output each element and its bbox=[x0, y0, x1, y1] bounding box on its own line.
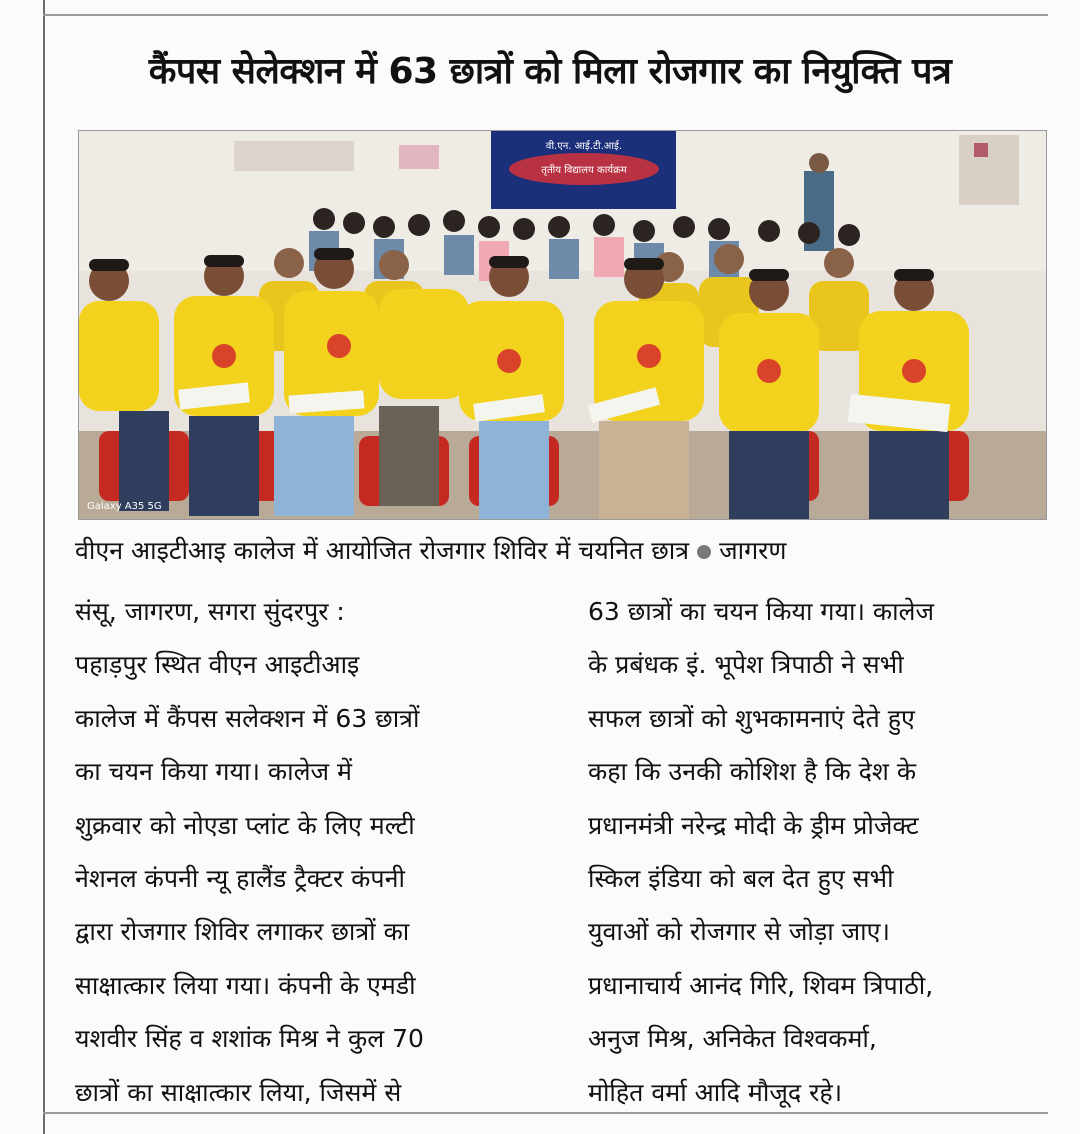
banner-line-1: वी.एन. आई.टी.आई. bbox=[545, 141, 623, 152]
body-line: सफल छात्रों को शुभकामनाएं देते हुए bbox=[588, 703, 915, 733]
photo-caption bbox=[75, 530, 1050, 572]
body-line: 63 छात्रों का चयन किया गया। कालेज bbox=[588, 597, 935, 626]
body-line: प्रधानमंत्री नरेन्द्र मोदी के ड्रीम प्रोजेक्ट bbox=[588, 810, 919, 840]
body-line: अनुज मिश्र, अनिकेत विश्वकर्मा, bbox=[588, 1024, 877, 1054]
article-body-left-column bbox=[75, 585, 535, 1119]
photo-classroom-students bbox=[79, 131, 1046, 519]
body-line: यशवीर सिंह व शशांक मिश्र ने कुल 70 bbox=[75, 1024, 424, 1054]
headline: कैंपस सेलेक्शन में 63 छात्रों को मिला रोजगार का नियुक्ति पत्र bbox=[148, 51, 952, 92]
body-line: प्रधानाचार्य आनंद गिरि, शिवम त्रिपाठी, bbox=[588, 970, 934, 1000]
body-line: शुक्रवार को नोएडा प्लांट के लिए मल्टी bbox=[75, 810, 415, 840]
body-line: मोहित वर्मा आदि मौजूद रहे। bbox=[588, 1077, 843, 1107]
body-line: के प्रबंधक इं. भूपेश त्रिपाठी ने सभी bbox=[588, 650, 904, 680]
caption-text: वीएन आइटीआइ कालेज में आयोजित रोजगार शिविर में चयनित छात्र bbox=[75, 536, 690, 565]
body-line: साक्षात्कार लिया गया। कंपनी के एमडी bbox=[75, 970, 416, 1000]
body-line: संसू, जागरण, सगरा सुंदरपुर : bbox=[75, 597, 345, 626]
body-line: कालेज में कैंपस सलेक्शन में 63 छात्रों bbox=[75, 703, 420, 733]
news-photo bbox=[78, 130, 1047, 520]
article-body-right-column bbox=[588, 585, 1043, 1119]
banner-line-2: तृतीय विद्यालय कार्यक्रम bbox=[541, 165, 627, 176]
body-line: स्किल इंडिया को बल देत हुए सभी bbox=[588, 864, 894, 894]
body-line: युवाओं को रोजगार से जोड़ा जाए। bbox=[588, 917, 890, 947]
photo-watermark: Galaxy A35 5G bbox=[87, 501, 162, 512]
bullet-dot-icon bbox=[697, 545, 711, 559]
body-line: द्वारा रोजगार शिविर लगाकर छात्रों का bbox=[75, 917, 410, 947]
caption-credit: जागरण bbox=[719, 536, 787, 565]
body-line: का चयन किया गया। कालेज में bbox=[75, 757, 352, 787]
body-line: नेशनल कंपनी न्यू हालैंड ट्रैक्टर कंपनी bbox=[75, 864, 405, 894]
rule-top bbox=[43, 14, 1048, 16]
body-line: छात्रों का साक्षात्कार लिया, जिसमें से bbox=[75, 1077, 402, 1107]
body-line: कहा कि उनकी कोशिश है कि देश के bbox=[588, 757, 917, 787]
body-line: पहाड़पुर स्थित वीएन आइटीआइ bbox=[75, 650, 360, 680]
column-rule-left bbox=[43, 0, 45, 1134]
